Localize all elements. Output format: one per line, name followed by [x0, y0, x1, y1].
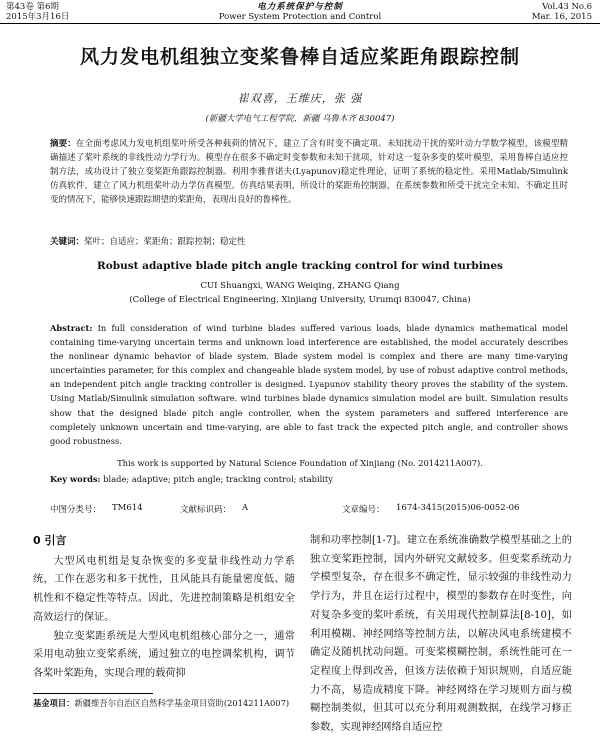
- header-divider: [0, 23, 600, 24]
- section-heading-introduction: 0 引言: [33, 534, 67, 547]
- header-journal-en: Power System Protection and Control: [218, 12, 382, 22]
- abstract-cn-text: 在全面考虑风力发电机组桨叶所受各种载荷的情况下，建立了含有时变不确定项、未知扰动干扰的桨叶动力学数学模型，该模型精确描述了桨叶系统的非线性动力学行为。模型存在很多不确定时变参数和未知干扰项，针对这一复杂多变的桨叶模型，采用鲁棒自适应控制方法，成功设计了独立变桨距角跟踪控制器。利用李雅普诺夫(Lyapunov)稳定性理论，证明了系统的稳定性。采用Matlab/Simulink仿真软件，建立了风力机组桨叶动力学仿真模型。仿真结果表明，所设计的桨距角控制器，在系统参数和所受干扰完全未知、不确定且时变的情况下，能够快速跟踪期望的桨距角，表现出良好的鲁棒性。: [50, 139, 568, 206]
- running-header: [0, 0, 600, 24]
- body-paragraph: 大型风电机组是复杂恢变的多变量非线性动力学系统，工作在恶劣和多干扰性，且风能具有能量密度低、随机性和不稳定性等特点。因此，先进控制策略是机组安全高效运行的保证。: [33, 555, 295, 623]
- paper-title-en: Robust adaptive blade pitch angle tracking control for wind turbines: [97, 260, 503, 272]
- keywords-en-label: Key words:: [50, 474, 101, 484]
- doc-code-label: 文献标识码：: [180, 505, 232, 515]
- fund-label: 基金项目：: [33, 698, 75, 708]
- keywords-en: [50, 474, 568, 484]
- footnote-divider: [33, 693, 153, 694]
- abstract-en-text: In full consideration of wind turbine blades suffered various loads, blade dynamics mathematical model containing time-varying uncertain terms and unknown load interference are established, the model accurately describes the nonlinear dynamic behavior of blade system. Blade system model is complex and there are many time-varying uncertainties parameter, for this complex and changeable blade system model, by use of robust adaptive control methods, an independent pitch angle tracking controller is designed. Lyapunov stability theory proves the stability of the system. Using Matlab/Simulink simulation software. wind turbines blade dynamics simulation model are built. Simulation results show that the designed blade pitch angle controller, when the system parameters and suffered interference are completely unknown uncertain and time-varying, are able to fast track the expected pitch angle, and controller shows good robustness.: [50, 323, 569, 446]
- keywords-cn-label: 关键词：: [50, 237, 85, 247]
- fund-footnote: [33, 697, 295, 710]
- authors-cn: 崔双喜，王维庆，张 强: [237, 92, 363, 105]
- keywords-en-text: blade; adaptive; pitch angle; tracking control; stability: [103, 474, 333, 484]
- header-volume-cn: 第43卷 第6期: [6, 2, 59, 12]
- authors-en: CUI Shuangxi, WANG Weiqing, ZHANG Qiang: [200, 281, 400, 291]
- header-journal-cn: 电力系统保护与控制: [257, 2, 343, 12]
- clc-value: TM614: [112, 503, 143, 513]
- header-date-en: Mar. 16, 2015: [531, 12, 592, 22]
- paper-title-cn: 风力发电机组独立变桨鲁棒自适应桨距角跟踪控制: [79, 46, 520, 68]
- abstract-en: [50, 321, 568, 448]
- body-paragraph: 独立变桨距系统是大型风电机组核心部分之一，通常采用电动独立变桨系统，通过独立的电控调桨机构，调节各桨叶桨距角，实现合理的载荷抑: [33, 630, 295, 679]
- abstract-cn: [50, 137, 568, 207]
- body-column-right: [310, 532, 572, 738]
- header-date-cn: 2015年3月16日: [6, 12, 70, 22]
- affiliation-en: (College of Electrical Engineering, Xinjiang University, Urumqi 830047, China): [129, 295, 471, 305]
- article-number-value: 1674-3415(2015)06-0052-06: [396, 503, 520, 513]
- body-column-left: [33, 532, 295, 684]
- abstract-cn-label: 摘要：: [50, 139, 76, 149]
- keywords-cn-text: 桨叶；自适应；桨距角；跟踪控制；稳定性: [84, 237, 246, 247]
- article-number-label: 文章编号：: [342, 505, 385, 515]
- header-volume-en: Vol.43 No.6: [542, 2, 592, 12]
- support-note-en: This work is supported by Natural Science Foundation of Xinjiang (No. 2014211A007).: [117, 458, 483, 468]
- clc-label: 中图分类号：: [50, 505, 102, 515]
- body-paragraph: 制和功率控制[1-7]。建立在系统准确数学模型基础之上的独立变桨距控制，国内外研究文献较多。但变桨系统动力学模型复杂，存在很多不确定性，显示较强的非线性动力学行为，并且在运行过程中，模型的参数存在时变性，向对复杂多变的桨叶系统，有关用现代控制算法[8-10]，如利用模糊、神经网络等控制方法，以解决风电系统建模不确定及随机扰动问题。可变桨模糊控制，系统性能可在一定程度上得到改善，但该方法依赖于知识规则，自适应能力不高，易造成精度下降。神经网络在学习规则方面与模糊控制类似，但其可以充分利用观测数据，在线学习修正参数，实现神经网络自适应控: [310, 535, 572, 734]
- doc-code-value: A: [242, 503, 249, 513]
- abstract-en-label: Abstract:: [50, 323, 93, 333]
- affiliation-cn: (新疆大学电气工程学院，新疆 乌鲁木齐 830047): [205, 114, 395, 124]
- keywords-cn: [50, 236, 568, 248]
- fund-text: 新疆维吾尔自治区自然科学基金项目资助(2014211A007): [74, 698, 290, 708]
